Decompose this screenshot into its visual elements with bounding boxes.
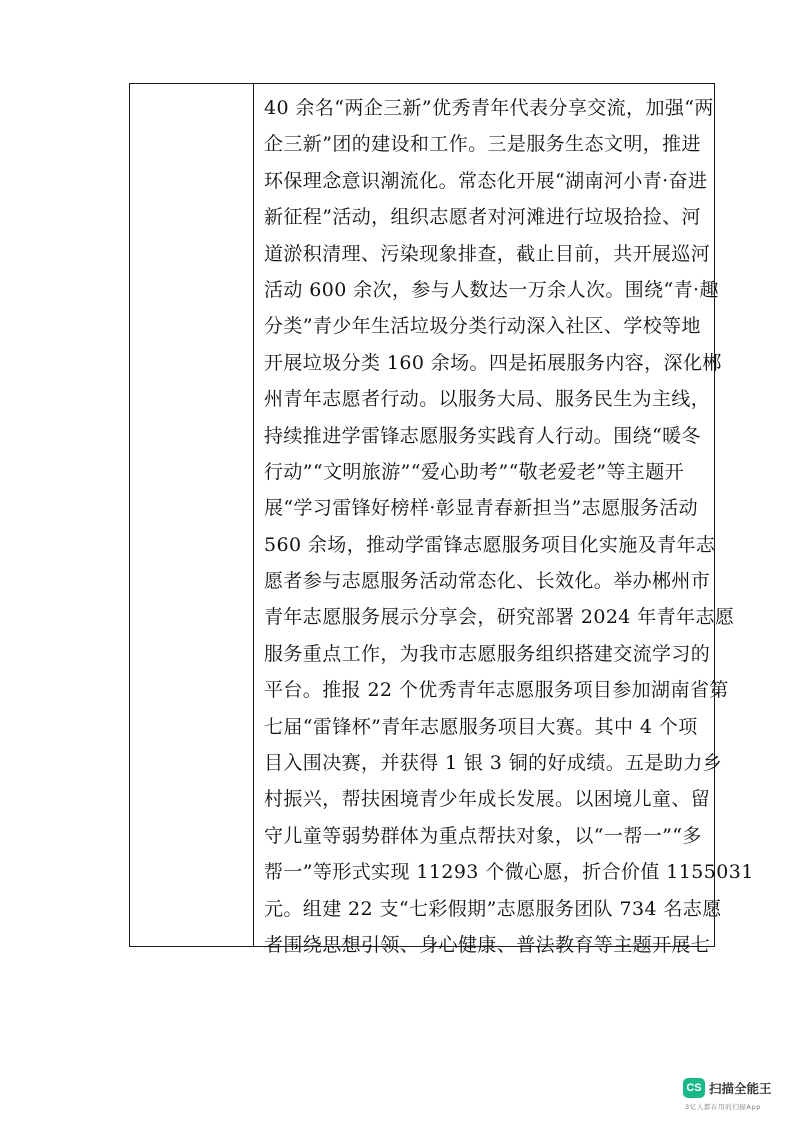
text-line: 道淤积清理、污染现象排查，截止目前，共开展巡河	[264, 242, 711, 265]
camscanner-watermark	[683, 1078, 788, 1114]
text-line: 行动”“文明旅游”“爱心助考”“敬老爱老”等主题开	[264, 460, 684, 483]
text-line: 560 余场，推动学雷锋志愿服务项目化实施及青年志	[264, 533, 716, 556]
watermark-app-name: 扫描全能王	[709, 1081, 772, 1096]
column-divider	[253, 84, 254, 946]
text-line: 新征程”活动，组织志愿者对河滩进行垃圾拾捡、河	[264, 206, 701, 229]
text-line: 环保理念意识潮流化。常态化开展“湖南河小青·奋进	[264, 169, 708, 192]
text-line: 守儿童等弱势群体为重点帮扶对象，以“一帮一”“多	[264, 824, 702, 847]
watermark-tagline: 3亿人都在用的扫描App	[685, 1103, 762, 1111]
text-line: 青年志愿服务展示分享会，研究部署 2024 年青年志愿	[264, 606, 735, 629]
text-line: 企三新”团的建设和工作。三是服务生态文明，推进	[264, 133, 701, 156]
text-line: 开展垃圾分类 160 余场。四是拓展服务内容，深化郴	[264, 351, 722, 374]
text-line: 目入围决赛，并获得 1 银 3 铜的好成绩。五是助力乡	[264, 752, 723, 775]
document-table	[129, 83, 754, 956]
text-line: 帮一”等形式实现 11293 个微心愿，折合价值 1155031	[264, 861, 754, 884]
table-cell-content	[264, 90, 754, 963]
text-line: 40 余名“两企三新”优秀青年代表分享交流，加强“两	[264, 97, 714, 119]
text-line: 七届“雷锋杯”青年志愿服务项目大赛。其中 4 个项	[264, 715, 698, 738]
text-line: 活动 600 余次，参与人数达一万余人次。围绕“青·趣	[264, 278, 719, 301]
text-line: 元。组建 22 支“七彩假期”志愿服务团队 734 名志愿	[264, 897, 722, 920]
text-line: 愿者参与志愿服务活动常态化、长效化。举办郴州市	[264, 570, 711, 593]
text-line: 服务重点工作，为我市志愿服务组织搭建交流学习的	[264, 642, 711, 665]
text-line: 分类”青少年生活垃圾分类行动深入社区、学校等地	[264, 315, 701, 338]
text-line: 展“学习雷锋好榜样·彰显青春新担当”志愿服务活动	[264, 497, 699, 520]
text-line: 村振兴，帮扶困境青少年成长发展。以困境儿童、留	[264, 788, 711, 811]
text-line: 州青年志愿者行动。以服务大局、服务民生为主线，	[264, 388, 711, 411]
camscanner-logo-icon: CS	[683, 1078, 705, 1098]
text-line: 持续推进学雷锋志愿服务实践育人行动。围绕“暖冬	[264, 424, 701, 447]
text-line: 平台。推报 22 个优秀青年志愿服务项目参加湖南省第	[264, 679, 729, 702]
text-line: 者围绕思想引领、身心健康、普法教育等主题开展七	[264, 933, 711, 956]
